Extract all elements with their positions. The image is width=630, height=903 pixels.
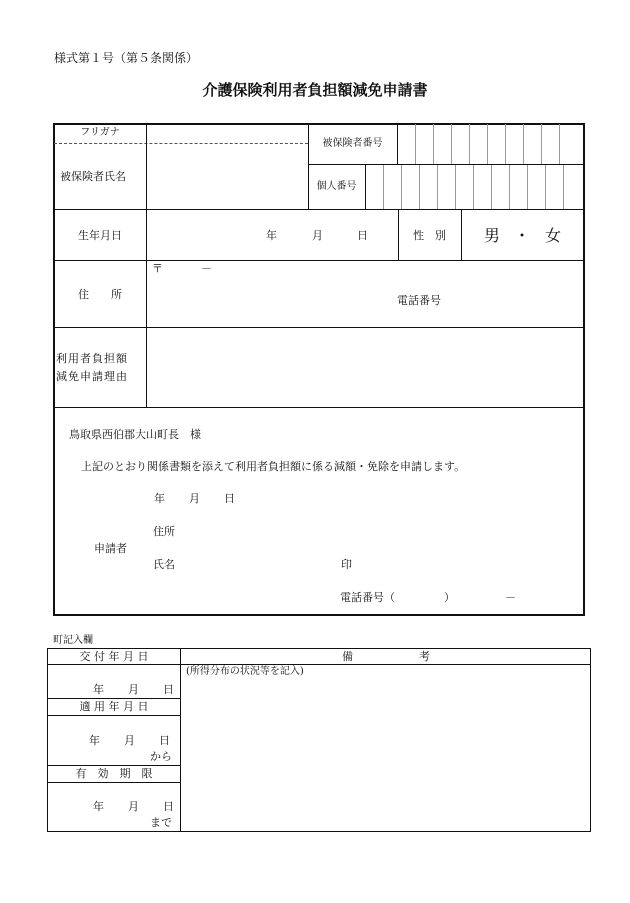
valid-year-unit: 年 — [93, 800, 104, 813]
page-title: 介護保険利用者負担額減免申請書 — [202, 81, 428, 99]
application-year-unit: 年 — [154, 492, 165, 505]
application-month-unit: 月 — [189, 492, 200, 505]
application-day-unit: 日 — [224, 492, 235, 505]
apply-day-unit: 日 — [159, 734, 170, 747]
gender-separator: ・ — [514, 226, 531, 245]
issue-year-unit: 年 — [93, 683, 104, 696]
address-field[interactable] — [148, 262, 582, 326]
birth-month-unit: 月 — [312, 229, 323, 242]
personal-number-field[interactable] — [367, 166, 583, 208]
insured-number-label: 被保険者番号 — [322, 138, 383, 149]
address-phone-label: 電話番号 — [397, 294, 441, 307]
reason-label-line1: 利用者負担額 — [56, 352, 128, 365]
applicant-phone-close: ） — [444, 591, 455, 604]
furigana-label: フリガナ — [80, 127, 120, 138]
birth-day-unit: 日 — [357, 229, 368, 242]
apply-date-label: 適 用 年 月 日 — [79, 700, 149, 713]
valid-until: まで — [150, 816, 172, 829]
reason-label-line2: 減免申請理由 — [56, 370, 128, 383]
form-number: 様式第１号（第５条関係） — [54, 51, 199, 65]
issue-day-unit: 日 — [163, 683, 174, 696]
valid-month-unit: 月 — [128, 800, 139, 813]
personal-number-label: 個人番号 — [316, 181, 357, 192]
insured-name-field[interactable] — [148, 146, 306, 208]
issue-date-label: 交 付 年 月 日 — [79, 650, 149, 663]
applicant-label: 申請者 — [94, 542, 127, 555]
remarks-field[interactable] — [182, 682, 588, 830]
remarks-label: 備 考 — [342, 650, 430, 663]
gender-option-male[interactable]: 男 — [484, 226, 501, 245]
postal-dash: － — [201, 262, 212, 275]
issue-month-unit: 月 — [128, 683, 139, 696]
town-section-title: 町記入欄 — [53, 635, 93, 646]
applicant-name-label: 氏名 — [153, 558, 175, 571]
apply-year-unit: 年 — [89, 734, 100, 747]
postal-mark: 〒 — [152, 262, 163, 275]
birth-year-unit: 年 — [266, 229, 277, 242]
apply-from: から — [150, 750, 172, 763]
insured-name-label: 被保険者氏名 — [60, 170, 126, 183]
applicant-phone-dash: － — [505, 591, 516, 604]
valid-period-label: 有 効 期 限 — [75, 767, 153, 780]
addressee: 鳥取県西伯郡大山町長 様 — [69, 428, 201, 441]
applicant-phone-label: 電話番号（ — [340, 591, 395, 604]
applicant-address-field[interactable] — [190, 522, 530, 540]
applicant-address-label: 住所 — [153, 525, 175, 538]
apply-month-unit: 月 — [124, 734, 135, 747]
reason-field[interactable] — [148, 329, 582, 406]
birthdate-label: 生年月日 — [78, 229, 122, 242]
furigana-field[interactable] — [148, 126, 306, 142]
remarks-note: (所得分布の状況等を記入) — [186, 666, 304, 677]
address-label: 住 所 — [78, 288, 122, 301]
valid-day-unit: 日 — [163, 800, 174, 813]
seal-mark: 印 — [341, 558, 352, 571]
gender-option-female[interactable]: 女 — [545, 226, 562, 245]
gender-label: 性 別 — [413, 229, 446, 242]
declaration-statement: 上記のとおり関係書類を添えて利用者負担額に係る減額・免除を申請します。 — [81, 460, 466, 473]
applicant-name-field[interactable] — [190, 556, 330, 574]
insured-number-field[interactable] — [399, 126, 583, 163]
